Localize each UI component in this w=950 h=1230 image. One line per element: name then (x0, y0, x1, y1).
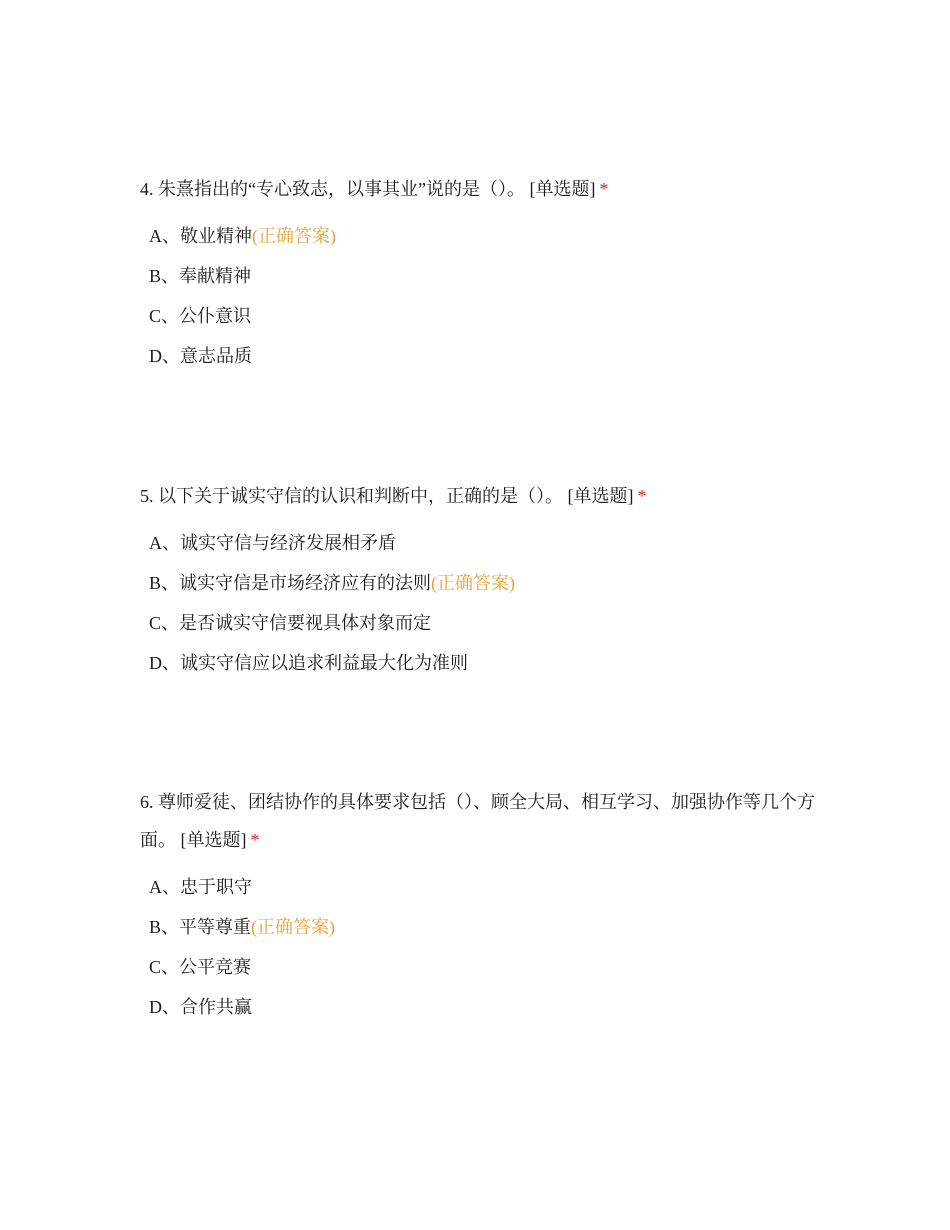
option-b[interactable] (149, 907, 820, 947)
option-a[interactable] (149, 216, 820, 256)
question-title-text: 5. 以下关于诚实守信的认识和判断中，正确的是（）。 [单选题] (140, 486, 634, 506)
correct-answer-note: (正确答案) (252, 226, 336, 246)
option-label: D、诚实守信应以追求利益最大化为准则 (149, 653, 468, 673)
question-title (140, 783, 820, 859)
question-5 (140, 477, 820, 683)
question-4 (140, 170, 820, 376)
option-a[interactable] (149, 523, 820, 563)
option-b[interactable] (149, 563, 820, 603)
option-label: B、平等尊重 (149, 917, 252, 937)
option-d[interactable] (149, 987, 820, 1027)
option-label: C、是否诚实守信要视具体对象而定 (149, 613, 432, 633)
option-c[interactable] (149, 947, 820, 987)
question-6 (140, 783, 820, 1027)
option-d[interactable] (149, 336, 820, 376)
question-title-text: 6. 尊师爱徒、团结协作的具体要求包括（）、顾全大局、相互学习、加强协作等几个方面。 [单选题] (140, 792, 815, 850)
option-d[interactable] (149, 643, 820, 683)
question-title (140, 170, 820, 208)
option-label: C、公平竞赛 (149, 957, 252, 977)
option-list (140, 867, 820, 1027)
option-label: A、忠于职守 (149, 877, 252, 897)
correct-answer-note: (正确答案) (251, 917, 336, 937)
option-c[interactable] (149, 603, 820, 643)
option-list (140, 523, 820, 683)
option-label: B、奉献精神 (149, 266, 252, 286)
option-label: C、公仆意识 (149, 306, 252, 326)
option-list (140, 216, 820, 376)
option-b[interactable] (149, 256, 820, 296)
question-title (140, 477, 820, 515)
option-label: D、意志品质 (149, 346, 252, 366)
question-title-text: 4. 朱熹指出的“专心致志，以事其业”说的是（）。 [单选题] (140, 179, 596, 199)
option-label: D、合作共赢 (149, 997, 252, 1017)
required-mark: * (250, 830, 260, 850)
option-label: A、敬业精神 (149, 226, 252, 246)
option-label: A、诚实守信与经济发展相矛盾 (149, 533, 396, 553)
option-a[interactable] (149, 867, 820, 907)
option-c[interactable] (149, 296, 820, 336)
correct-answer-note: (正确答案) (431, 573, 516, 593)
option-label: B、诚实守信是市场经济应有的法则 (149, 573, 432, 593)
required-mark: * (637, 486, 647, 506)
required-mark: * (599, 179, 609, 199)
